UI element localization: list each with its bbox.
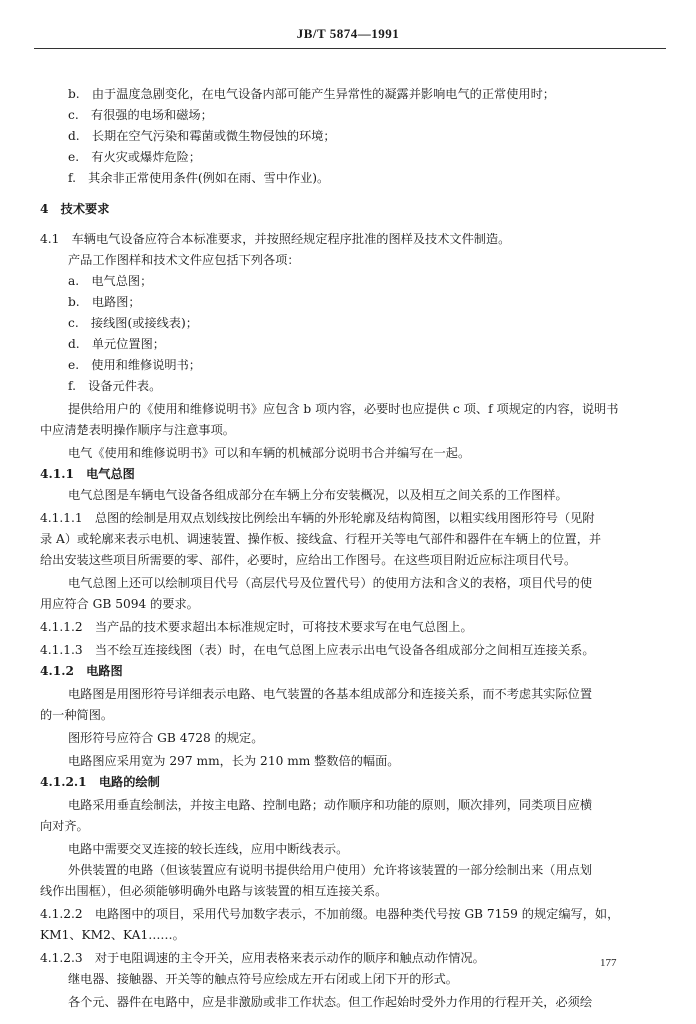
clause-4-1: 4.1 车辆电气设备应符合本标准要求，并按照经规定程序批准的图样及技术文件制造。 bbox=[40, 232, 511, 246]
paragraph-text: 用应符合 GB 5094 的要求。 bbox=[40, 597, 199, 611]
list-item-d: d. 单元位置图； bbox=[68, 337, 165, 351]
paragraph-text: 电路图应采用宽为 297 mm，长为 210 mm 整数倍的幅面。 bbox=[68, 754, 400, 768]
clause-4-1-2-2: 4.1.2.2 电路图中的项目，采用代号加数字表示，不加前缀。电器种类代号按 GB 7159 的规定编写，如， bbox=[40, 907, 620, 921]
paragraph-text: 录 A）或轮廓来表示电机、调速装置、操作板、接线盒、行程开关等电气部件和器件在车辆上的位置，并 bbox=[40, 532, 602, 546]
list-item-c: c. 接线图(或接线表)； bbox=[68, 316, 198, 330]
paragraph-text: 各个元、器件在电路中，应是非激励或非工作状态。但工作起始时受外力作用的行程开关，必须绘 bbox=[68, 995, 593, 1009]
paragraph-text: 电路采用垂直绘制法，并按主电路、控制电路；动作顺序和功能的原则，顺次排列，同类项目应横 bbox=[68, 798, 593, 812]
paragraph-text: 继电器、接触器、开关等的触点符号应绘成左开右闭或上闭下开的形式。 bbox=[68, 972, 458, 986]
paragraph-text: 提供给用户的《使用和维修说明书》应包含 b 项内容，必要时也应提供 c 项、f 项规定的内容，说明书 bbox=[68, 402, 619, 416]
list-item-a: a. 电气总图； bbox=[68, 274, 153, 288]
clause-4-1-1-heading: 4.1.1 电气总图 bbox=[40, 467, 135, 481]
clause-4-1-2-heading: 4.1.2 电路图 bbox=[40, 664, 123, 678]
list-item-f: f. 其余非正常使用条件(例如在雨、雪中作业)。 bbox=[68, 171, 330, 185]
paragraph-text: 电路中需要交叉连接的较长连线，应用中断线表示。 bbox=[68, 842, 349, 856]
paragraph-text: 的一种简图。 bbox=[40, 708, 114, 722]
paragraph-text: 产品工作图样和技术文件应包括下列各项： bbox=[68, 253, 300, 267]
list-item-b: b. 电路图； bbox=[68, 295, 141, 309]
header-rule bbox=[34, 48, 666, 49]
clause-4-1-1-1: 4.1.1.1 总图的绘制是用双点划线按比例绘出车辆的外形轮廓及结构简图，以粗实线用图形符号（见附 bbox=[40, 511, 595, 525]
section-heading-4: 4 技术要求 bbox=[40, 202, 110, 216]
page-number: 177 bbox=[600, 957, 617, 969]
list-item-f: f. 设备元件表。 bbox=[68, 379, 162, 393]
paragraph-text: KM1、KM2、KA1……。 bbox=[40, 928, 185, 942]
paragraph-text: 电气《使用和维修说明书》可以和车辆的机械部分说明书合并编写在一起。 bbox=[68, 446, 471, 460]
paragraph-text: 中应清楚表明操作顺序与注意事项。 bbox=[40, 423, 235, 437]
clause-4-1-1-2: 4.1.1.2 当产品的技术要求超出本标准规定时，可将技术要求写在电气总图上。 bbox=[40, 620, 473, 634]
paragraph-text: 图形符号应符合 GB 4728 的规定。 bbox=[68, 731, 264, 745]
standard-code-header: JB/T 5874—1991 bbox=[296, 26, 400, 41]
clause-4-1-1-3: 4.1.1.3 当不绘互连接线图（表）时，在电气总图上应表示出电气设备各组成部分之间相互连接关系。 bbox=[40, 643, 595, 657]
clause-4-1-2-3: 4.1.2.3 对于电阻调速的主令开关，应用表格来表示动作的顺序和触点动作情况。 bbox=[40, 951, 485, 965]
clause-4-1-2-1-heading: 4.1.2.1 电路的绘制 bbox=[40, 775, 160, 789]
list-item-d: d. 长期在空气污染和霉菌或微生物侵蚀的环境； bbox=[68, 129, 336, 143]
list-item-c: c. 有很强的电场和磁场； bbox=[68, 108, 213, 122]
paragraph-text: 给出安装这些项目所需要的零、部件，必要时，应给出工作图号。在这些项目附近应标注项目代号。 bbox=[40, 553, 577, 567]
list-item-e: e. 使用和维修说明书； bbox=[68, 358, 201, 372]
paragraph-text: 电路图是用图形符号详细表示电路、电气装置的各基本组成部分和连接关系，而不考虑其实际位置 bbox=[68, 687, 593, 701]
paragraph-text: 电气总图上还可以绘制项目代号（高层代号及位置代号）的使用方法和含义的表格，项目代号的使 bbox=[68, 576, 593, 590]
paragraph-text: 线作出围框），但必须能够明确外电路与该装置的相互连接关系。 bbox=[40, 884, 388, 898]
paragraph-text: 外供装置的电路（但该装置应有说明书提供给用户使用）允许将该装置的一部分绘制出来（用点划 bbox=[68, 863, 593, 877]
list-item-e: e. 有火灾或爆炸危险； bbox=[68, 150, 201, 164]
paragraph-text: 向对齐。 bbox=[40, 819, 89, 833]
paragraph-text: 电气总图是车辆电气设备各组成部分在车辆上分布安装概况，以及相互之间关系的工作图样。 bbox=[68, 488, 568, 502]
list-item-b: b. 由于温度急剧变化，在电气设备内部可能产生异常性的凝露并影响电气的正常使用时； bbox=[68, 87, 555, 101]
